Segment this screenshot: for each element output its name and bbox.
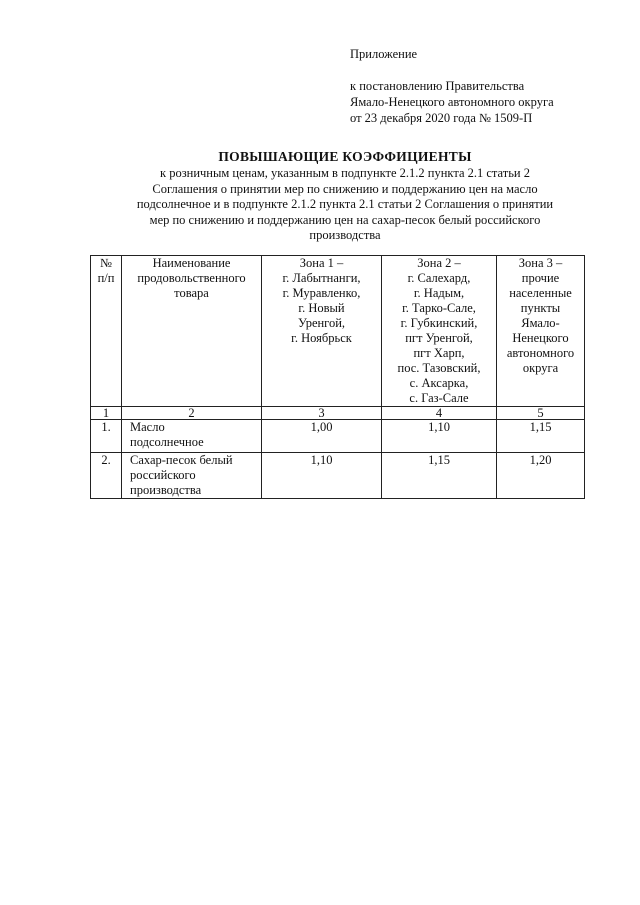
zone-1-coefficient: 1,10 [262, 453, 382, 499]
header-text: г. Надым, [413, 286, 465, 300]
header-text: автономного [506, 346, 575, 360]
header-text: с. Газ-Сале [409, 391, 469, 405]
appendix-header [350, 46, 554, 126]
header-text: населенные [509, 286, 572, 300]
subtitle-line: мер по снижению и поддержанию цен на сахар-песок белый российского [149, 212, 541, 227]
header-number [91, 256, 122, 407]
header-zone-2 [382, 256, 497, 407]
zone-2-coefficient: 1,10 [382, 420, 497, 453]
coefficients-table [90, 255, 585, 499]
header-text: г. Лабытнанги, [282, 271, 361, 285]
header-text: г. Губкинский, [400, 316, 478, 330]
header-text: Зона 3 – [518, 256, 563, 270]
row-number: 2. [91, 453, 122, 499]
header-zone-3 [497, 256, 585, 407]
table-header-row [91, 256, 585, 407]
header-text: с. Аксарка, [409, 376, 469, 390]
subtitle-line: подсолнечное и в подпункте 2.1.2 пункта 2.1 статьи 2 Соглашения о принятии [136, 197, 554, 211]
zone-3-coefficient: 1,20 [497, 453, 585, 499]
header-text: г. Ноябрьск [291, 331, 352, 345]
subtitle-line: производства [309, 228, 381, 242]
zone-3-coefficient: 1,15 [497, 420, 585, 453]
column-number: 1 [91, 407, 122, 420]
header-text: продовольственного [137, 271, 246, 285]
document-title: ПОВЫШАЮЩИЕ КОЭФФИЦИЕНТЫ [218, 149, 472, 164]
header-zone-1 [262, 256, 382, 407]
product-name-text: Сахар-песок белый [130, 453, 233, 467]
product-name-text: Масло [130, 420, 165, 434]
subtitle-line: к розничным ценам, указанным в подпункте 2.1.2 пункта 2.1 статьи 2 [160, 166, 530, 180]
row-number: 1. [91, 420, 122, 453]
appendix-date-line: от 23 декабря 2020 года № 1509-П [350, 111, 533, 125]
product-name-text: производства [130, 483, 202, 497]
column-number-row [91, 407, 585, 420]
column-number: 5 [497, 407, 585, 420]
header-text: Зона 1 – [299, 256, 344, 270]
header-text: Уренгой, [297, 316, 346, 330]
header-text: пгт Харп, [413, 346, 465, 360]
appendix-decree-line: к постановлению Правительства [350, 79, 525, 93]
subtitle-line: Соглашения о принятии мер по снижению и поддержанию цен на масло [152, 181, 538, 196]
appendix-label: Приложение [350, 47, 418, 61]
column-number: 3 [262, 407, 382, 420]
header-text: п/п [97, 271, 115, 285]
header-text: Ненецкого [512, 331, 569, 345]
header-text: г. Салехард, [407, 271, 471, 285]
product-name [122, 453, 262, 499]
table-row [91, 420, 585, 453]
product-name [122, 420, 262, 453]
header-product-name [122, 256, 262, 407]
header-text: Наименование [152, 256, 231, 270]
header-text: прочие [521, 271, 560, 285]
column-number: 2 [122, 407, 262, 420]
appendix-region-line: Ямало-Ненецкого автономного округа [350, 95, 554, 109]
header-text: округа [522, 361, 559, 375]
zone-2-coefficient: 1,15 [382, 453, 497, 499]
header-text: Ямало- [521, 316, 560, 330]
header-text: № [100, 256, 112, 270]
column-number: 4 [382, 407, 497, 420]
header-text: Зона 2 – [417, 256, 461, 270]
product-name-text: российского [130, 468, 196, 482]
header-text: пгт Уренгой, [405, 331, 473, 345]
header-text: г. Муравленко, [282, 286, 361, 300]
product-name-text: подсолнечное [130, 435, 204, 449]
header-text: г. Новый [298, 301, 345, 315]
zone-1-coefficient: 1,00 [262, 420, 382, 453]
header-text: пункты [520, 301, 561, 315]
document-subtitle [100, 166, 590, 244]
header-text: г. Тарко-Сале, [402, 301, 476, 315]
table-row [91, 453, 585, 499]
header-text: пос. Тазовский, [397, 361, 481, 375]
header-text: товара [174, 286, 209, 300]
